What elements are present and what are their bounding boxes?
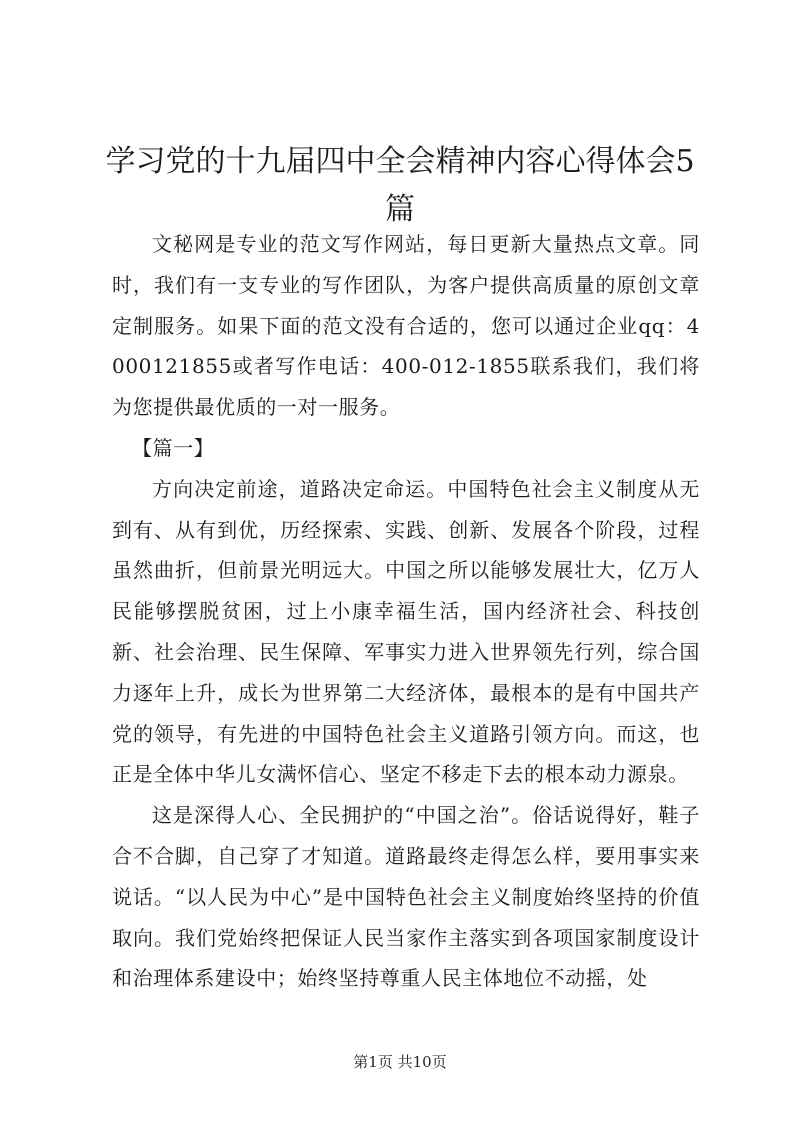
page-number-footer: 第1页 共10页 xyxy=(353,1053,447,1071)
intro-paragraph: 文秘网是专业的范文写作网站，每日更新大量热点文章。同时，我们有一支专业的写作团队，为客户提供高质量的原创文章定制服务。如果下面的范文没有合适的，您可以通过企业qq：4000121855或者写作电话：400-012-1855联系我们，我们将为您提供最优质的一对一服务。 xyxy=(112,232,700,420)
document-title: 学习党的十九届四中全会精神内容心得体会5篇 xyxy=(105,144,695,227)
body-paragraph: 这是深得人心、全民拥护的“中国之治”。俗话说得好，鞋子合不合脚，自己穿了才知道。道路最终走得怎么样，要用事实来说话。“以人民为中心”是中国特色社会主义制度始终坚持的价值取向。我们党始终把保证人民当家作主落实到各项国家制度设计和治理体系建设中；始终坚持尊重人民主体地位不动摇，处 xyxy=(112,803,700,991)
document-body xyxy=(112,224,700,999)
body-paragraph: 方向决定前途，道路决定命运。中国特色社会主义制度从无到有、从有到优，历经探索、实践、创新、发展各个阶段，过程虽然曲折，但前景光明远大。中国之所以能够发展壮大，亿万人民能够摆脱贫困，过上小康幸福生活，国内经济社会、科技创新、社会治理、民生保障、军事实力进入世界领先行列，综合国力逐年上升，成长为世界第二大经济体，最根本的是有中国共产党的领导，有先进的中国特色社会主义道路引领方向。而这，也正是全体中华儿女满怀信心、坚定不移走下去的根本动力源泉。 xyxy=(112,476,700,787)
section-heading: 【篇一】 xyxy=(132,435,215,460)
